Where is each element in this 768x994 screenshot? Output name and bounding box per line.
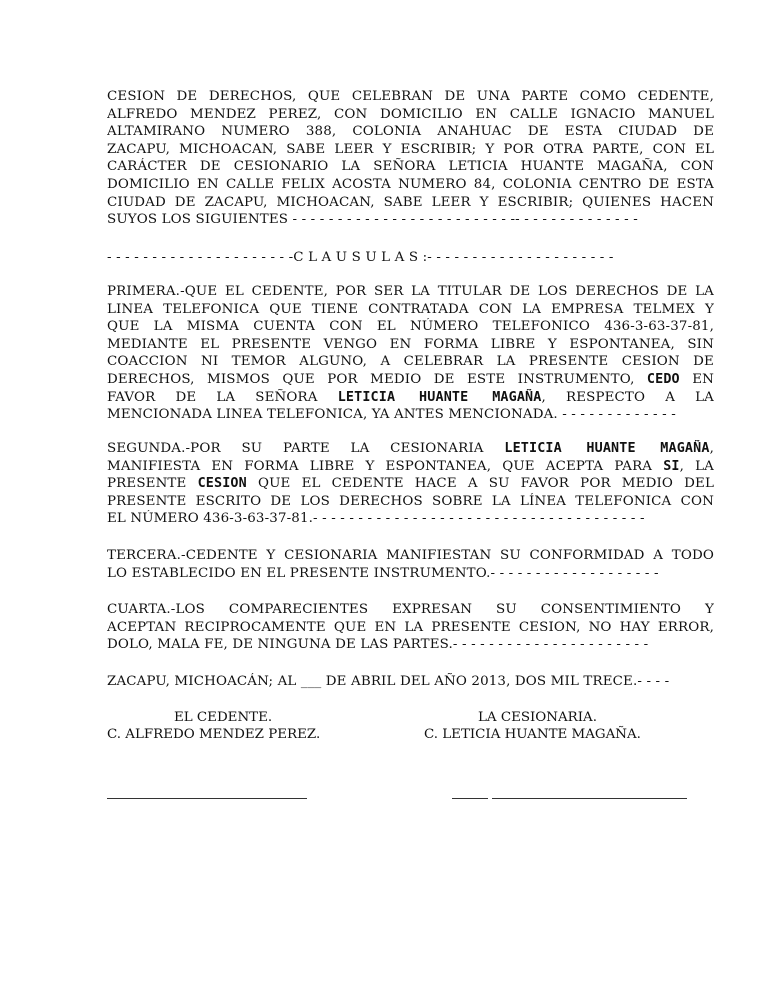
segunda-line: PRESENTE ESCRITO DE LOS DERECHOS SOBRE LA LÍNEA TELEFONICA CON (107, 493, 714, 509)
primera-line (107, 371, 714, 389)
primera-line: MENCIONADA LINEA TELEFONICA, YA ANTES MENCIONADA. - - - - - - - - - - - - - (107, 407, 676, 423)
segunda-line (107, 440, 714, 458)
intro-line: CESION DE DERECHOS, QUE CELEBRAN DE UNA PARTE COMO CEDENTE, (107, 89, 714, 104)
cuarta-line: DOLO, MALA FE, DE NINGUNA DE LAS PARTES.- - - - - - - - - - - - - - - - - - - - - - (107, 637, 649, 653)
cesionaria-signature-line-short (452, 798, 488, 799)
segunda-line (107, 458, 714, 476)
intro-line: ZACAPU, MICHOACAN, SABE LEER Y ESCRIBIR; Y POR OTRA PARTE, CON EL (107, 141, 714, 157)
segunda-text: QUE EL CEDENTE HACE A SU FAVOR POR MEDIO DEL (257, 476, 714, 492)
place-date-text: ZACAPU, MICHOACÁN; AL ___ DE ABRIL DEL AÑO 2013, DOS MIL TRECE.- - - - (107, 674, 670, 689)
segunda-text: MANIFIESTA EN FORMA LIBRE Y ESPONTANEA, QUE ACEPTA PARA (107, 458, 653, 474)
cuarta-line: ACEPTAN RECIPROCAMENTE QUE EN LA PRESENTE CESION, NO HAY ERROR, (107, 619, 714, 635)
primera-text: FAVOR DE LA SEÑORA (107, 389, 318, 405)
intro-line: CARÁCTER DE CESIONARIO LA SEÑORA LETICIA HUANTE MAGAÑA, CON (107, 159, 714, 175)
intro-line: CIUDAD DE ZACAPU, MICHOACAN, SABE LEER Y ESCRIBIR; QUIENES HACEN (107, 194, 714, 210)
intro-paragraph (107, 88, 714, 229)
primera-line: QUE LA MISMA CUENTA CON EL NÚMERO TELEFONICO 436-3-63-37-81, (107, 319, 714, 335)
bold-name: LETICIA HUANTE MAGAÑA (504, 441, 710, 456)
segunda-line: EL NÚMERO 436-3-63-37-81.- - - - - - - - - - - - - - - - - - - - - - - - - - - - - - - - - - - - - (107, 511, 645, 527)
intro-line: SUYOS LOS SIGUIENTES - - - - - - - - - - - - - - - - - - - - - - - - -- - - - - - - - - - - - - - (107, 212, 638, 228)
cesionaria-title: LA CESIONARIA. (478, 710, 597, 725)
cesionaria-name: C. LETICIA HUANTE MAGAÑA. (424, 727, 641, 742)
cuarta-line: CUARTA.-LOS COMPARECIENTES EXPRESAN SU CONSENTIMIENTO Y (107, 602, 714, 617)
primera-line: MEDIANTE EL PRESENTE VENGO EN FORMA LIBRE Y ESPONTANEA, SIN (107, 336, 714, 352)
intro-line: ALFREDO MENDEZ PEREZ, CON DOMICILIO EN CALLE IGNACIO MANUEL (107, 106, 714, 122)
place-date (107, 673, 714, 691)
cesionaria-signature-line (492, 798, 687, 799)
primera-line: LINEA TELEFONICA QUE TIENE CONTRATADA CON LA EMPRESA TELMEX Y (107, 301, 714, 317)
primera-line: COACCION NI TEMOR ALGUNO, A CELEBRAR LA PRESENTE CESION DE (107, 354, 714, 370)
clause-cuarta (107, 601, 714, 654)
primera-text: , RESPECTO A LA (541, 389, 714, 405)
segunda-text: SEGUNDA.-POR SU PARTE LA CESIONARIA (107, 441, 484, 456)
cedente-title: EL CEDENTE. (174, 710, 273, 725)
intro-line: DOMICILIO EN CALLE FELIX ACOSTA NUMERO 84, COLONIA CENTRO DE ESTA (107, 176, 714, 192)
primera-text: EN (692, 371, 714, 387)
segunda-text: PRESENTE (107, 476, 187, 492)
segunda-text: , LA (679, 458, 714, 474)
bold-name: LETICIA HUANTE MAGAÑA (337, 389, 542, 405)
clause-primera (107, 283, 714, 424)
primera-line (107, 389, 714, 407)
bold-si: SI (663, 458, 680, 474)
clause-segunda (107, 440, 714, 528)
clausulas-heading (107, 249, 714, 267)
bold-cesion: CESION (197, 476, 247, 492)
clause-tercera (107, 547, 714, 582)
bold-cedo: CEDO (646, 371, 680, 387)
tercera-line: LO ESTABLECIDO EN EL PRESENTE INSTRUMENTO.- - - - - - - - - - - - - - - - - - - (107, 565, 659, 581)
primera-line: PRIMERA.-QUE EL CEDENTE, POR SER LA TITULAR DE LOS DERECHOS DE LA (107, 284, 714, 299)
tercera-line: TERCERA.-CEDENTE Y CESIONARIA MANIFIESTAN SU CONFORMIDAD A TODO (107, 548, 714, 563)
segunda-text: , (709, 441, 714, 456)
primera-text: DERECHOS, MISMOS QUE POR MEDIO DE ESTE INSTRUMENTO, (107, 371, 635, 387)
segunda-line (107, 475, 714, 493)
cedente-name: C. ALFREDO MENDEZ PEREZ. (107, 727, 321, 742)
intro-line: ALTAMIRANO NUMERO 388, COLONIA ANAHUAC DE ESTA CIUDAD DE (107, 124, 714, 140)
clausulas-heading-text: - - - - - - - - - - - - - - - - - - - - -C L A U S U L A S :- - - - - - - - - - - - - - - - - - - - - (107, 250, 614, 265)
cedente-signature-line (107, 798, 307, 799)
